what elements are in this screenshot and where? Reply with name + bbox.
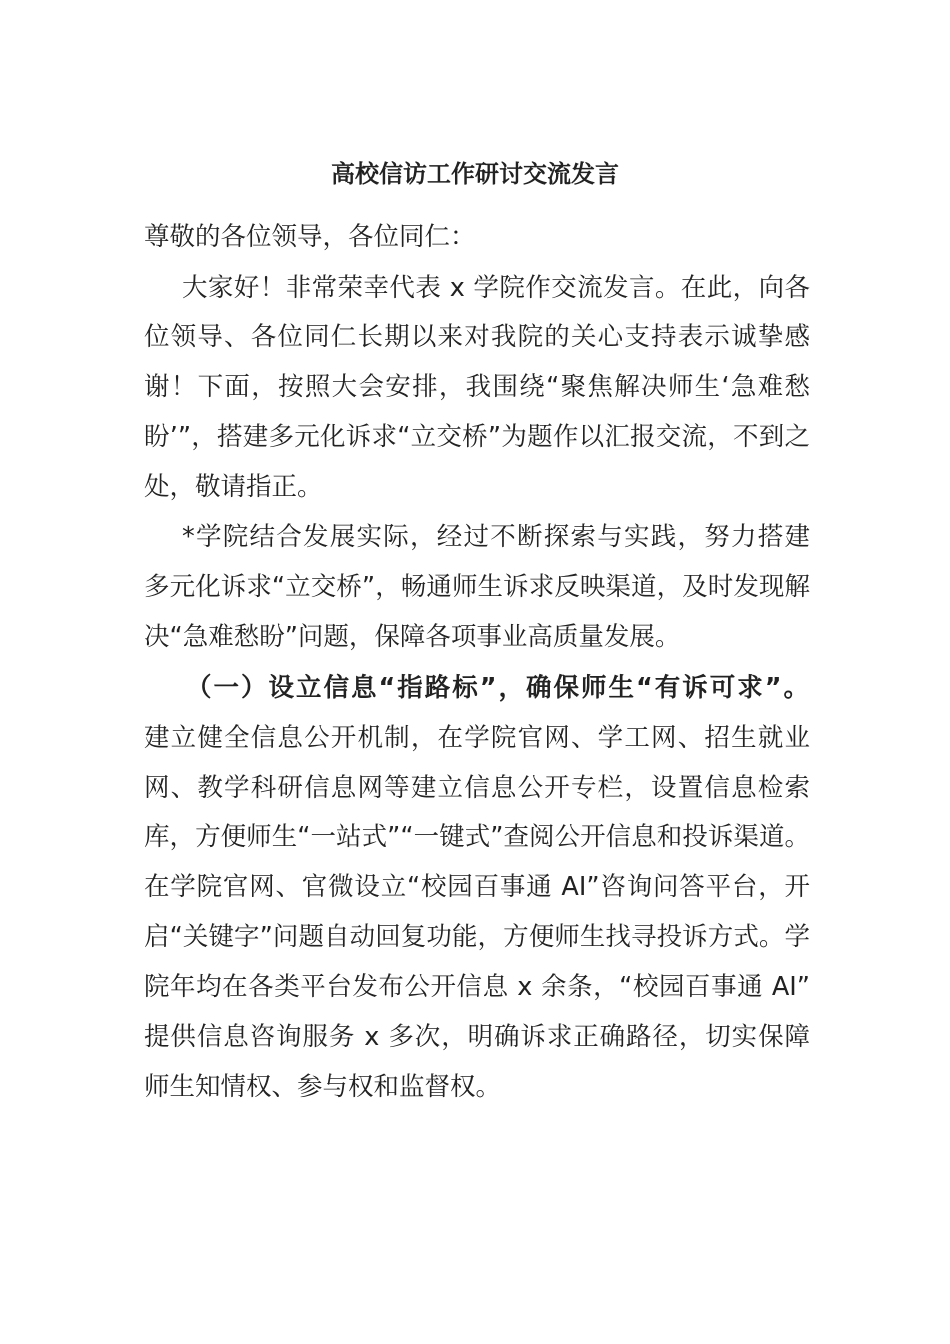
document-title: 高校信访工作研讨交流发言 <box>331 160 619 188</box>
paragraph-line: 谢！下面，按照大会安排，我围绕“聚焦解决师生‘急难愁 <box>144 372 810 402</box>
section-heading: （一）设立信息“指路标”，确保师生“有诉可求”。 <box>186 673 810 703</box>
paragraph-line: 提供信息咨询服务 x 多次，明确诉求正确路径，切实保障 <box>144 1022 810 1052</box>
paragraph-line: 处，敬请指正。 <box>144 472 323 502</box>
salutation-line: 尊敬的各位领导，各位同仁： <box>144 222 476 252</box>
paragraph-line: *学院结合发展实际，经过不断探索与实践，努力搭建 <box>182 522 810 552</box>
paragraph-line: 库，方便师生“一站式”“一键式”查阅公开信息和投诉渠道。 <box>144 822 810 852</box>
paragraph-line: 启“关键字”问题自动回复功能，方便师生找寻投诉方式。学 <box>144 922 810 952</box>
paragraph-line: 大家好！非常荣幸代表 x 学院作交流发言。在此，向各 <box>182 273 810 303</box>
paragraph-line: 盼’”，搭建多元化诉求“立交桥”为题作以汇报交流，不到之 <box>144 422 810 452</box>
paragraph-line: 网、教学科研信息网等建立信息公开专栏，设置信息检索 <box>144 773 810 803</box>
paragraph-line: 师生知情权、参与权和监督权。 <box>144 1072 502 1102</box>
paragraph-line: 位领导、各位同仁长期以来对我院的关心支持表示诚挚感 <box>144 322 810 352</box>
paragraph-line: 在学院官网、官微设立“校园百事通 AI”咨询问答平台，开 <box>144 872 810 902</box>
paragraph-line: 建立健全信息公开机制，在学院官网、学工网、招生就业 <box>144 723 810 753</box>
paragraph-line: 院年均在各类平台发布公开信息 x 余条，“校园百事通 AI” <box>144 972 810 1002</box>
paragraph-line: 决“急难愁盼”问题，保障各项事业高质量发展。 <box>144 622 681 652</box>
paragraph-line: 多元化诉求“立交桥”，畅通师生诉求反映渠道，及时发现解 <box>144 572 810 602</box>
